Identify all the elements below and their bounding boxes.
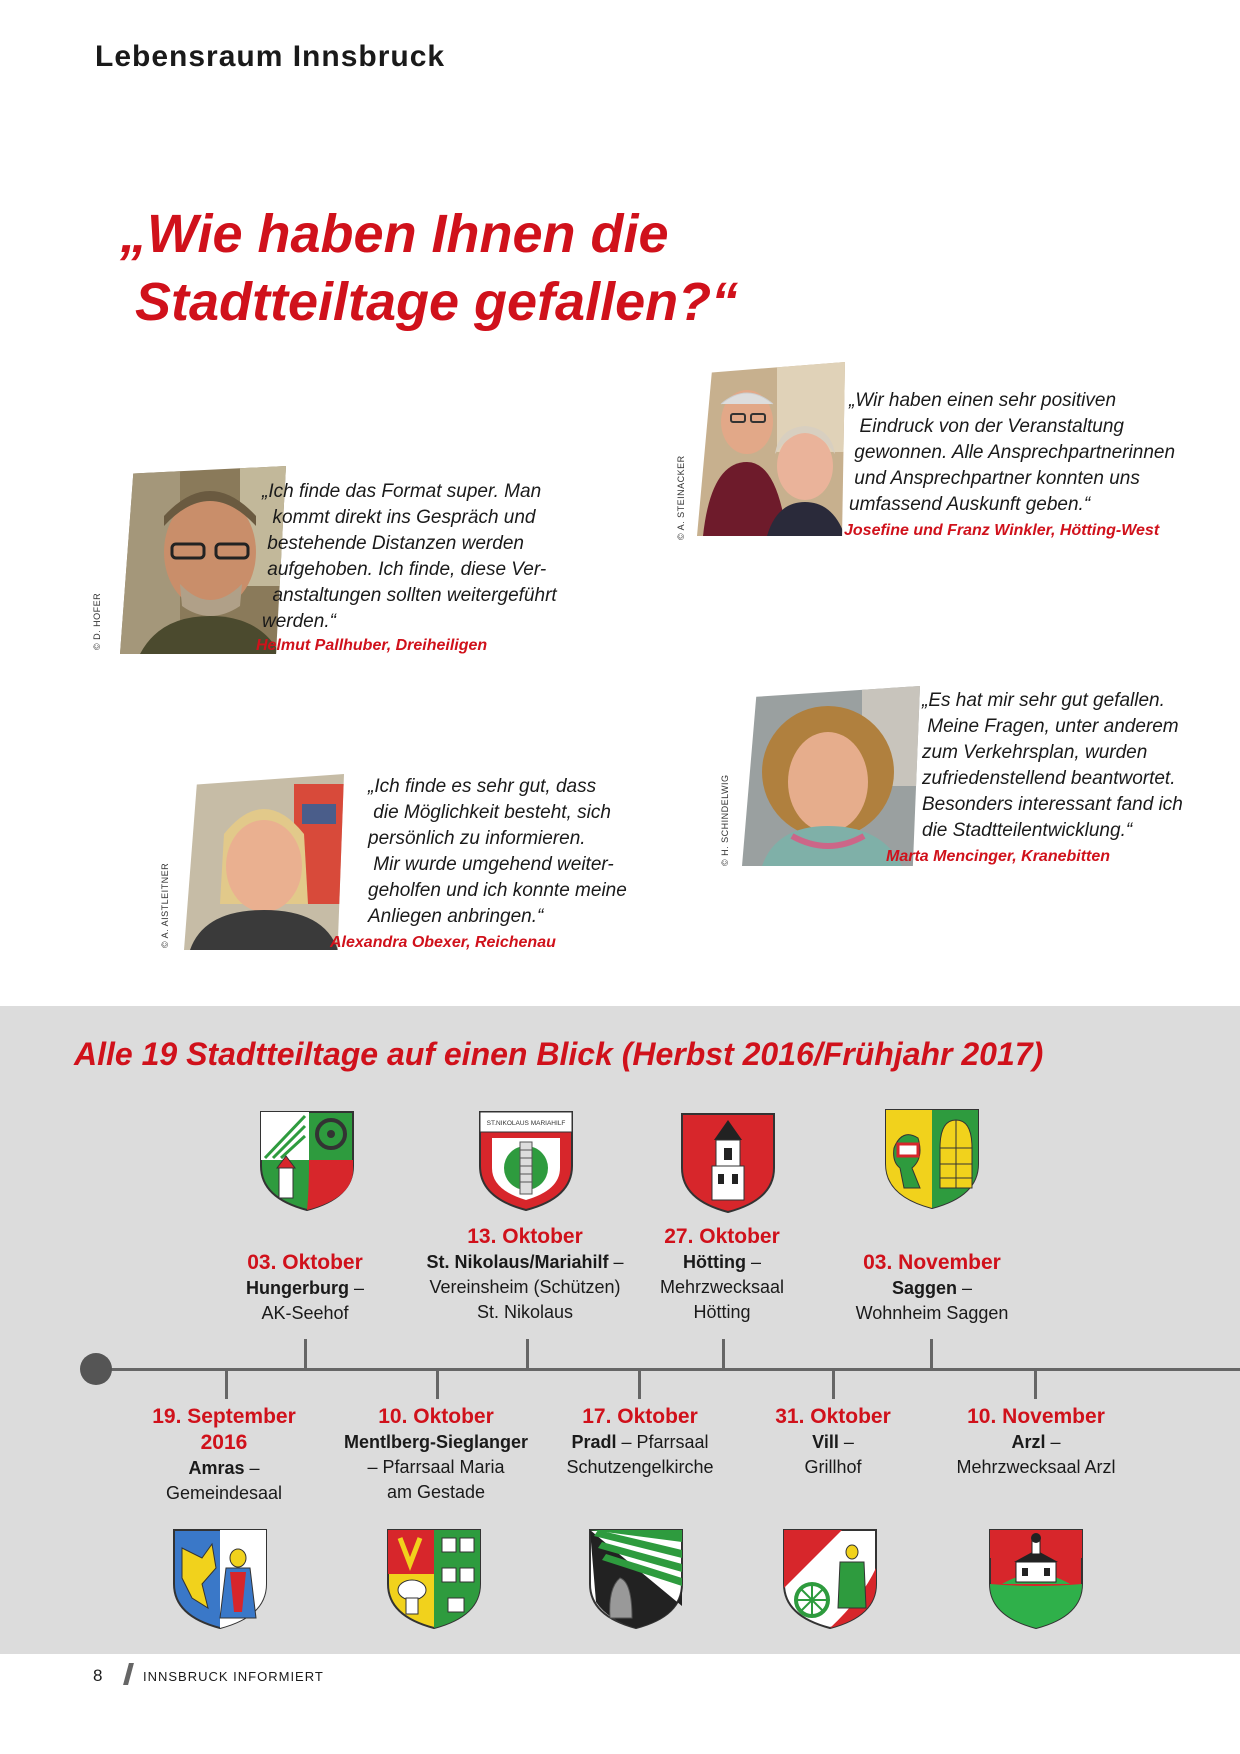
timeline-event-bottom: 10. November Arzl – Mehrzwecksaal Arzl <box>956 1405 1116 1477</box>
timeline-event-bottom: 10. Oktober Mentlberg-Sieglanger – Pfarrsaal Maria am Gestade <box>343 1405 529 1502</box>
timeline-tick <box>225 1369 228 1399</box>
timeline-event-bottom: 17. Oktober Pradl – Pfarrsaal Schutzengelkirche <box>566 1405 714 1477</box>
testimonial-quote: „Ich finde es sehr gut, dass die Möglichkeit besteht, sich persönlich zu informieren. Mir wurde umgehend weiter- geholfen und ich konnte meine Anliegen anbringen.“ <box>368 776 627 927</box>
photo-credit: © A. AISTLEITNER <box>160 862 170 948</box>
crest-pradl <box>588 1528 684 1630</box>
crest-label: ST.NIKOLAUS MARIAHILF <box>486 1120 566 1127</box>
photo-credit: © D. HOFER <box>92 592 102 650</box>
testimonial-quote: „Es hat mir sehr gut gefallen. Meine Fragen, unter anderem zum Verkehrsplan, wurden zufriedenstellend beantwortet. Besonders interessant fand ich die Stadtteilentwicklung.“ <box>922 690 1183 841</box>
timeline-start-dot <box>80 1353 112 1385</box>
timeline-tick <box>1034 1369 1037 1399</box>
testimonial-author: Alexandra Obexer, Reichenau <box>330 934 556 951</box>
crest-saggen <box>884 1108 980 1210</box>
photo-credit: © H. SCHINDELWIG <box>720 774 730 866</box>
crest-amras <box>172 1528 268 1630</box>
testimonial-quote: „Ich finde das Format super. Man kommt direkt ins Gespräch und bestehende Distanzen werden aufgehoben. Ich finde, diese Ver- anstaltungen sollten weitergeführt werden.“ <box>262 481 557 632</box>
publication-name: INNSBRUCK INFORMIERT <box>143 1669 324 1684</box>
crest-mentlberg-sieglanger <box>386 1528 482 1630</box>
timeline-title: Alle 19 Stadtteiltage auf einen Blick (Herbst 2016/Frühjahr 2017) <box>74 1036 1044 1072</box>
timeline-tick <box>722 1339 725 1369</box>
timeline-tick <box>638 1369 641 1399</box>
section-label: Lebensraum Innsbruck <box>95 40 446 73</box>
portrait-photo-obexer <box>184 774 344 950</box>
crest-hungerburg <box>259 1110 355 1212</box>
timeline-tick <box>304 1339 307 1369</box>
timeline-event-bottom: 19. September 2016 Amras – Gemeindesaal <box>152 1405 296 1503</box>
timeline-axis <box>96 1368 1240 1371</box>
timeline-tick <box>526 1339 529 1369</box>
timeline-event-top: 13. Oktober St. Nikolaus/Mariahilf – Vereinsheim (Schützen) St. Nikolaus <box>426 1225 624 1322</box>
timeline-tick <box>930 1339 933 1369</box>
timeline-event-top: 03. Oktober Hungerburg – AK-Seehof <box>245 1251 365 1323</box>
testimonial-author: Marta Mencinger, Kranebitten <box>886 848 1111 865</box>
crest-st-nikolaus-mariahilf <box>478 1110 574 1212</box>
portrait-photo-winkler <box>697 362 845 536</box>
page-headline: „Wie haben Ihnen die Stadtteiltage gefallen?“ <box>120 204 739 332</box>
testimonial-author: Helmut Pallhuber, Dreiheiligen <box>256 637 488 654</box>
timeline-tick <box>436 1369 439 1399</box>
timeline-event-bottom: 31. Oktober Vill – Grillhof <box>775 1405 891 1477</box>
timeline-event-top: 27. Oktober Hötting – Mehrzwecksaal Hötting <box>659 1225 785 1322</box>
timeline-event-top: 03. November Saggen – Wohnheim Saggen <box>855 1251 1009 1323</box>
timeline-tick <box>832 1369 835 1399</box>
crest-arzl <box>988 1528 1084 1630</box>
page-number: 8 <box>93 1666 103 1685</box>
footer-divider <box>123 1663 134 1685</box>
testimonial-quote: „Wir haben einen sehr positiven Eindruck von der Veranstaltung gewonnen. Alle Ansprechpartnerinnen und Ansprechpartner konnten uns umfassend Auskunft geben.“ <box>849 390 1176 515</box>
photo-credit: © A. STEINACKER <box>676 455 686 540</box>
portrait-photo-mencinger <box>742 686 920 866</box>
crest-vill <box>782 1528 878 1630</box>
testimonial-author: Josefine und Franz Winkler, Hötting-West <box>844 522 1160 539</box>
crest-hoetting <box>680 1112 776 1214</box>
